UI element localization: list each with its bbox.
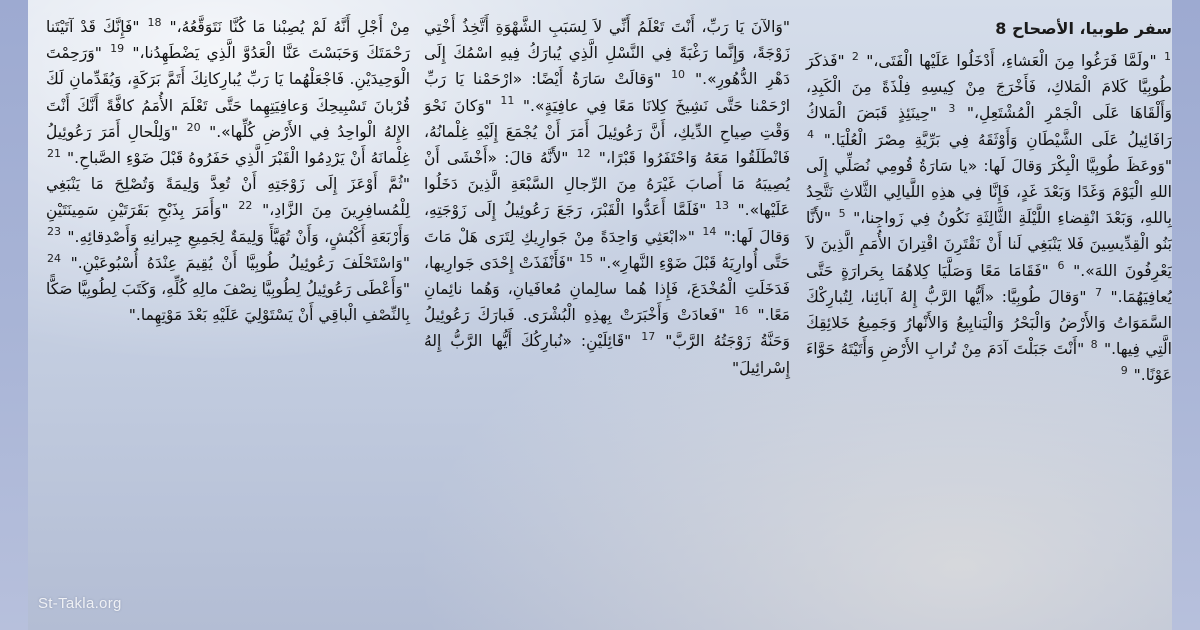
verse-number: 24 [47,251,61,265]
verse-text: "فَقَامَا مَعًا وَصَلَّيَا كِلاهُمَا بِحَرارَةٍ حَتَّى يُعافِيَهُمَا." [806,261,1172,306]
column-body [806,48,1172,389]
verse-text: "وَلِلْحالِ أَمَرَ رَعُوئِيلُ غِلْمانَهُ أَنْ يَرْدِمُوا الْقَبْرَ الَّذِي حَفَرُوهُ قَبْلَ ضَوْءِ الصَّباحِ." [46,122,410,168]
verse-number: 23 [47,225,61,239]
verse [1120,366,1129,384]
verse-number: 8 [1090,338,1098,352]
text-column-left [40,14,416,618]
verse-text: "وَالآنَ يَا رَبِّ، أَنْتَ تَعْلَمُ أَنِّي لاَ لِسَبَبِ الشَّهْوَةِ أَتَّخِذُ أُخْتِي زَوْجَةً، وَإِنَّما رَغْبَةً فِي النَّسْلِ الَّذِي يُبارَكُ فِيهِ اسْمُكَ إِلَى دَهْرِ الدُّهُورِ»." [424,18,790,89]
verse-text: "وَأَمَرَ بِذَبْحِ بَقَرَتَيْنِ سَمِينَتَيْنِ وَأَرْبَعَةِ أَكْبُشٍ، وَأَنْ تُهَيَّأَ وَلِيمَةٌ لِجَمِيعِ جِيرانِهِ وَأَصْدِقائِهِ." [46,201,410,246]
verse-number: 19 [110,42,125,56]
verse-text: "«ابْعَثِي وَاحِدَةً مِنْ جَوارِيكِ لِتَرَى هَلْ مَاتَ حَتَّى أُوارِيَهُ قَبْلَ ضَوْءِ النَّهارِ»." [424,227,790,272]
verse-number: 12 [576,146,591,160]
verse-number: 4 [807,128,814,142]
verse-number: 9 [1120,364,1128,378]
column-body [46,14,410,328]
verse-text: "لأَنَّا بَنُو الْقِدِّيسِينَ فَلا يَنْبَغِي لَنا أَنْ نَقْتَرِنَ اقْتِرانَ الأُمَمِ الَّذِينَ لاَ يَعْرِفُونَ اللهَ»." [806,209,1172,280]
verse-text: "أَنْتَ جَبَلْتَ آدَمَ مِنْ تُرابِ الأَرْضِ وَأَتَيْتَهُ حَوَّاءَ عَوْنًا." [806,340,1172,385]
verse-text: "قَائِلَيْنِ: «نُبارِكُكَ أَيُّها الرَّبُّ إِلهُ إِسْرائِيلَ" [424,332,790,377]
verse-text: "فَذكَرَ طُوبِيَّا كَلامَ الْمَلاكِ، فَأَخْرَجَ مِنْ كِيسِهِ فِلْذَةً مِنَ الْكَبِدِ، وَأَلْقَاهَا عَلَى الْجَمْرِ الْمُشْتَعِلِ،" [806,52,1172,123]
verse-text: "حِينَئِذٍ قَبَضَ الْمَلاكُ رَافَائِيلُ عَلَى الشَّيْطَانِ وَأَوْثَقَهُ فِي بَرِّيَّةِ مِصْرَ الْعُلْيَا." [806,104,1172,149]
verse-number: 17 [641,330,656,344]
verse-text: "ولَمَّا فَرَغُوا مِنَ الْعَشاءِ، أَدْخَلُوا عَلَيْها الْفَتَى،" [866,52,1157,70]
verse-number: 15 [579,251,594,265]
verse-number: 2 [851,49,859,63]
verse-number: 5 [838,207,846,221]
verse-number: 10 [671,68,686,82]
verse-number: 6 [1057,259,1065,273]
verse-number: 16 [734,304,749,318]
verse-number: 21 [47,146,61,160]
verse-number: 3 [948,102,956,116]
chapter-title: سفر طوبيا، الأصحاح 8 [995,19,1172,38]
verse [866,49,1172,70]
verse-number: 11 [500,94,515,108]
text-column-middle [418,14,796,618]
verse-text: مِنْ أَجْلِ أَنَّهُ لَمْ يُصِبْنا مَا كُنَّا نَتَوَقَّعُهُ،" [169,18,410,36]
verse-number: 14 [702,225,717,239]
verse-text: "وَكانَ نَحْوَ وَقْتِ صِياحِ الدِّيكِ، أَنَّ رَعُوئِيلَ أَمَرَ أَنْ يُجْمَعَ إِلَيْهِ غِلْمانُهُ، فَانْطَلَقُوا مَعَهُ وَاحْتَفَرُوا قَبْرًا،" [424,96,790,168]
verse-text: "فَعادَتْ وَأَخْبَرَتْ بِهذِهِ الْبُشْرَى. فَبارَكَ رَعُوئِيلُ وَحَنَّةُ زَوْجَتُهُ الرَّبَّ" [424,306,790,351]
verse-number: 13 [714,199,729,213]
verse-text: "وَأَعْطَى رَعُوئِيلُ لِطُوبِيَّا نِصْفَ مالِهِ كُلِّهِ، وَكَتَبَ لِطُوبِيَّا صَكًّا بِالنِّصْفِ الْباقِي أَنْ يَسْتَوْلِيَ عَلَيْهِ بَعْدَ مَوْتِهِما." [46,280,410,325]
verse [169,18,410,36]
verse-text: "وَوعَظَ طُوبِيَّا الْبِكْرَ وَقالَ لَها: «يا سَارَةُ قُومِي نُصَلِّي إِلَى اللهِ الْيَوْمَ وَغَدًا وَبَعْدَ غَدٍ، فَإِنَّا فِي هذِهِ اللَّيالِي الثَّلاثِ نَتَّحِدُ بِاللهِ، وَبَعْدَ انْقِضاءِ اللَّيْلَةِ الثَّالِثَةِ نَكُونُ فِي زَواجِنا،" [806,156,1172,228]
verse-number: 20 [186,120,201,134]
verse-text: "فَأَنْفَذَتْ إِحْدَى جَوارِيها، فَدَخَلَتِ الْمُخْدَعَ، فَإِذا هُما سالِمانِ مُعافَيانِ، وَهُما نائِمانِ مَعًا." [424,253,790,325]
verse-text: "وَرَحِمْتَ الْوَحِيدَيْنِ. فَاجْعَلْهُما يَا رَبِّ يُبارِكانِكَ أَتَمَّ بَرَكَةٍ، وَيُقَدِّمانِ لَكَ قُرْبانَ تَسْبِيحِكَ وَعافِيَتِهِما حَتَّى تَعْلَمَ الأُمَمُ كافَّةً أَنَّكَ أَنْتَ الإِلهُ الْواحِدُ فِي الأَرْضِ كُلِّها»." [46,44,410,141]
site-watermark: St-Takla.org [38,595,122,612]
verse-text: "وَقالَ طُوبِيَّا: «أَيُّها الرَّبُّ إِلهُ آبائِنا، لِتُبارِكْكَ السَّمَوَاتُ وَالأَرْضُ وَالْبَحْرُ وَالْيَنابِيعُ وَالأَنْهارُ وَجَمِيعُ خَلائِقِكَ الَّتِي فِيها." [806,287,1172,359]
text-column-right [800,14,1178,618]
verse-text: "فَإِنَّكَ قَدْ آتَيْتَنا رَحْمَتَكَ وَحَبَسْتَ عَنَّا الْعَدُوَّ الَّذِي يَضْطَهِدُنا،" [46,18,411,63]
verse-text: "فَلَمَّا أَعَدُّوا الْقَبْرَ، رَجَعَ رَعُوئِيلُ إِلَى زَوْجَتِهِ، وَقالَ لَها:" [424,201,790,246]
verse-number: 7 [1095,285,1102,299]
verse-text: "وَاسْتَحْلَفَ رَعُوئِيلُ طُوبِيَّا أَنْ يُقِيمَ عِنْدَهُ أُسْبُوعَيْنِ." [70,253,410,272]
verse-text: "لأَنَّهُ قالَ: «أَخْشَى أَنْ يُصِيبَهُ مَا أَصابَ غَيْرَهُ مِنَ الرِّجالِ السَّبْعَةِ الَّذِينَ دَخَلُوا عَلَيْها»." [424,149,790,220]
verse-number: 1 [1164,49,1171,63]
verse-text: "وَقالَتْ سَارَةُ أَيْضًا: «ارْحَمْنا يَا رَبِّ ارْحَمْنا حَتَّى نَشِيخَ كِلانَا مَعًا فِي عافِيَةٍ»." [424,70,790,115]
verse-number: 18 [147,15,162,29]
column-body [424,14,790,381]
verse-number: 22 [238,199,253,213]
verse-text: "ثُمَّ أَوْعَزَ إِلَى زَوْجَتِهِ أَنْ تُعِدَّ وَلِيمَةً وَتُصْلِحَ مَا يَنْبَغِي لِلْمُسافِرِينَ مِنَ الزَّادِ،" [46,175,410,220]
